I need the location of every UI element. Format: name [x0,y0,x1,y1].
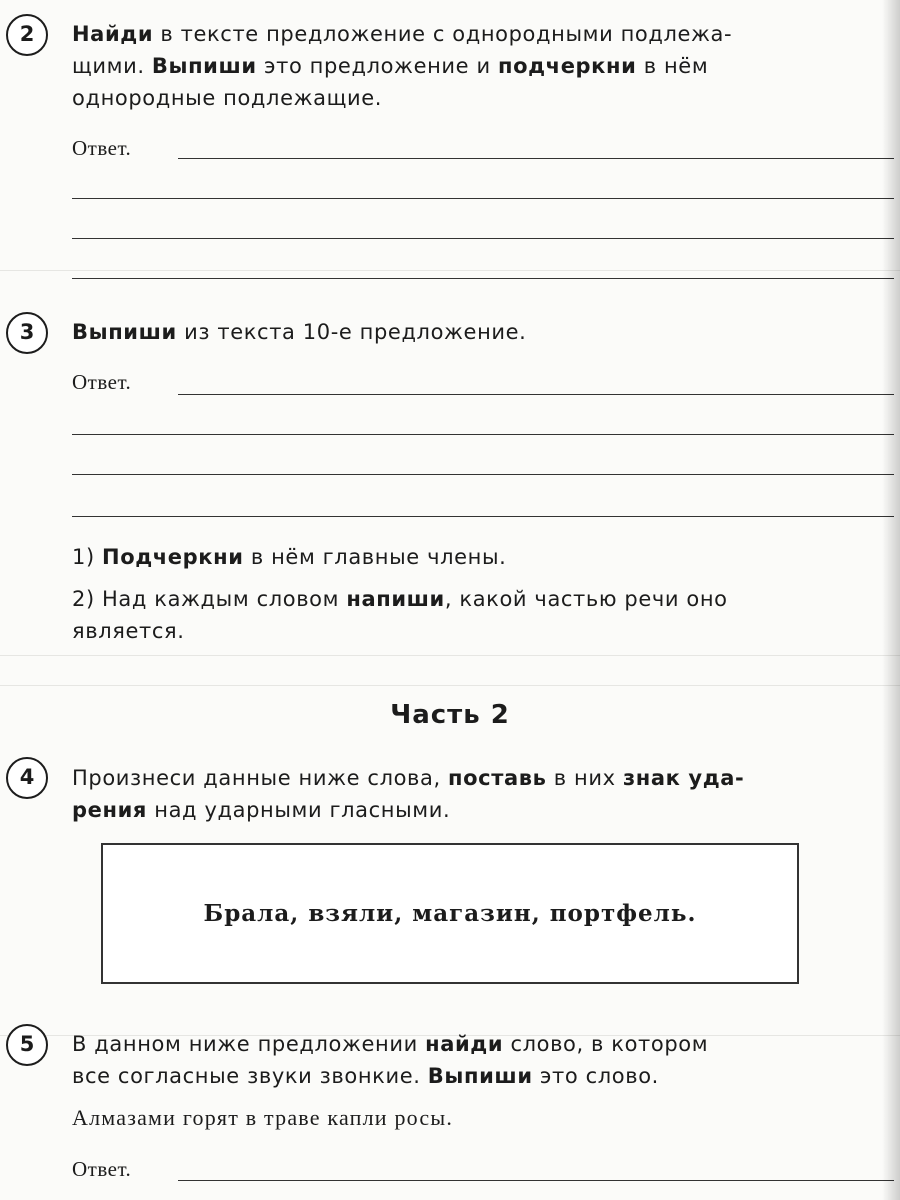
task-number-badge: 4 [6,757,48,799]
text: В данном ниже предложении [72,1032,426,1056]
text: в нём [636,54,709,78]
text: из текста 10-е предложение. [176,320,527,344]
text: это слово. [532,1064,659,1088]
task-3-subtask-2 [72,583,892,647]
answer-line[interactable] [72,474,894,475]
words-box [101,843,799,984]
background-rule [0,685,900,686]
background-rule [0,270,900,271]
emphasis: найди [425,1032,504,1056]
emphasis: Выпиши [72,320,177,344]
text: в тексте предложение с однородными подлежа- [153,22,733,46]
background-rule [0,655,900,656]
text: Произнеси данные ниже слова, [72,766,449,790]
task-4-instructions [72,762,892,826]
task-2-instructions [72,18,892,114]
text: в них [546,766,623,790]
text: 1) [72,545,103,569]
task-3-instructions [72,316,892,348]
emphasis: Найди [72,22,154,46]
emphasis: напиши [346,587,445,611]
emphasis: Подчеркни [102,545,244,569]
page-binding-shadow [882,0,900,1200]
answer-line[interactable] [72,198,894,199]
emphasis: Выпиши [151,54,257,78]
task-number-badge: 5 [6,1024,48,1066]
emphasis: поставь [448,766,547,790]
text: , какой частью речи оно [444,587,728,611]
emphasis: знак уда- [622,766,745,790]
text: однородные подлежащие. [72,86,382,110]
answer-line[interactable] [178,1180,894,1181]
text: все согласные звуки звонкие. [72,1064,428,1088]
text: это предложение и [256,54,498,78]
emphasis: рения [72,798,147,822]
answer-line[interactable] [178,394,894,395]
answer-label: Ответ. [72,1157,132,1181]
answer-label: Ответ. [72,370,132,394]
answer-label: Ответ. [72,136,132,160]
answer-line[interactable] [72,238,894,239]
answer-line[interactable] [72,434,894,435]
text: 2) Над каждым словом [72,587,347,611]
text: слово, в котором [503,1032,709,1056]
task-number-badge: 2 [6,14,48,56]
emphasis: подчеркни [497,54,637,78]
example-sentence: Алмазами горят в траве капли росы. [72,1105,454,1130]
answer-line[interactable] [72,278,894,279]
section-title: Часть 2 [390,700,510,730]
answer-line[interactable] [178,158,894,159]
text: является. [72,619,185,643]
text: щими. [72,54,152,78]
task-3-subtask-1 [72,541,892,573]
words-list[interactable]: Брала, взяли, магазин, портфель. [203,900,697,927]
text: над ударными гласными. [146,798,451,822]
task-5-instructions [72,1028,892,1092]
emphasis: Выпиши [427,1064,533,1088]
text: в нём главные члены. [243,545,507,569]
answer-line[interactable] [72,516,894,517]
task-number-badge: 3 [6,312,48,354]
